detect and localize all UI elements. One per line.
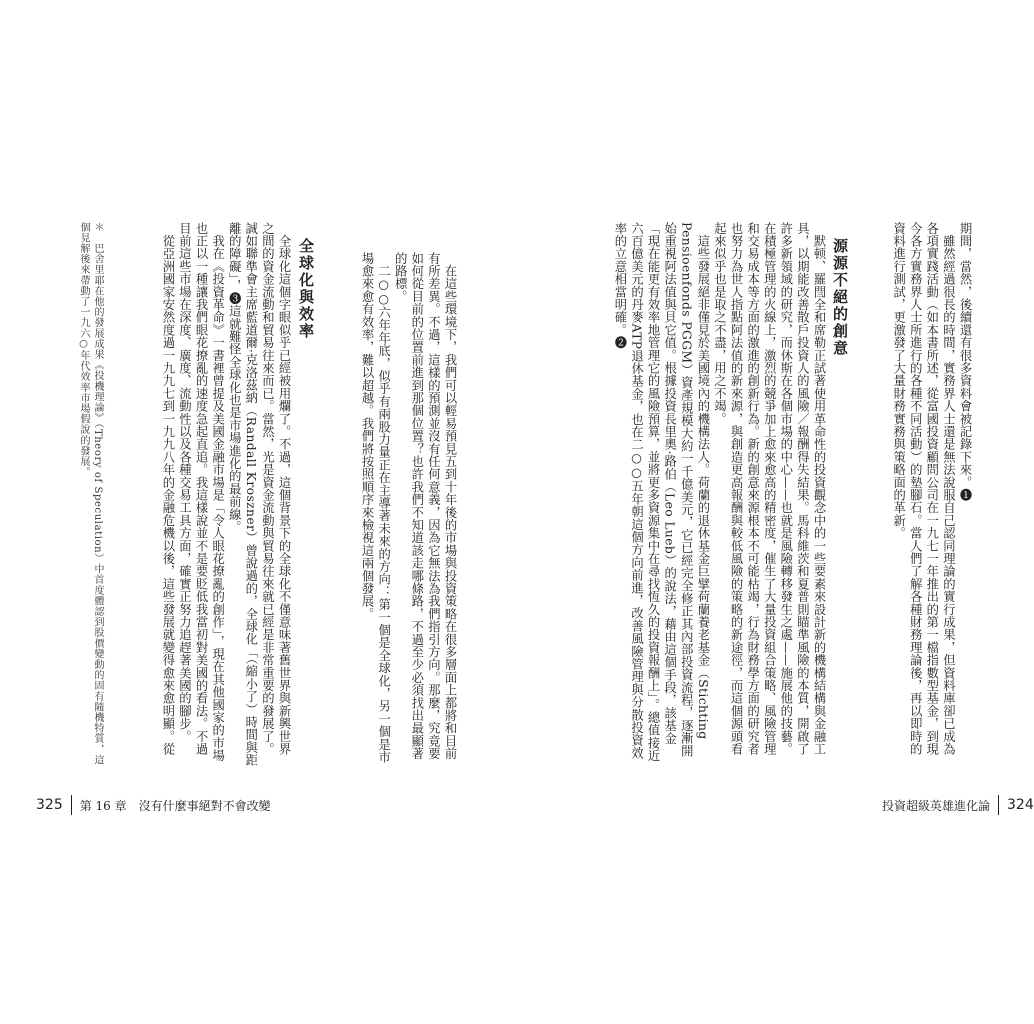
running-title-right: 投資超級英雄進化論 — [882, 798, 991, 813]
section-heading-globalization: 全球化與效率 — [297, 238, 315, 340]
left-page-footer — [36, 795, 271, 815]
left-page — [0, 0, 512, 1024]
right-page-intro-text: 期間，當然，後續還有很多資料會被記錄下來。❶ 雖然經過很長的時間，實務界人士還是無法說服自己認同理論的實行成果，但資料庫卻已成為各項實踐活動（如本書所述，從富國投資顧問公司在一九七一年推出的第一檔指數型基金，到現今各方實務界人士所進行的各種不同活動）的墊腳石。當人們了解各種財務理論後，再以即時的資料進行測試，更激發了大量財務實務與策略面的革新。 — [891, 222, 972, 756]
left-page-body-text-1: 在這些環境下，我們可以輕易預見五到十年後的市場與投資策略在很多層面上都將和目前有所差異。不過，這樣的預測並沒有任何意義，因為它無法為我們指引方向。那麼，究竟要如何從目前的位置前進到那個位置？也許我們不知道該走哪條路，不過至少必須找出最顯著的路標。 二○○六年年底，似乎有兩股力量正在主導著未來的方向：第一個是全球化，另一個是市場愈來愈有效率，難以超越。我們將按照順序來檢視這兩個發展。 — [360, 252, 457, 764]
right-page-footer — [882, 795, 1034, 815]
right-page — [512, 0, 1034, 1024]
footnote: ＊ 巴舍里耶在他的發展成果《投機理論》（Theory of Speculation）中首度體認到股價變動的固有隨機特質，這個見解後來帶動了一九六○年代效率市場假說的發展。 — [78, 222, 103, 766]
right-page-body-text: 默顿、羅閆全和席勒正試著使用革命性的投資觀念中的一些要素來設計新的機構結構與金融工具，以期能改善散戶投資人的風險／報酬得失結果。馬科維茨和夏普則瞄準風險的本質，開啟了許多新領域的研究，而休斯在各個市場的中心——也就是風險轉移發生之處——施展他的技藝。在積極管理的火線上，激烈的競爭加上愈來愈高的精密度，催生了大量投資組合策略、風險管理和交易成本等方面的激進的創新行為。新的創意來源根本不可能枯竭，行為財務學方面的研究者也努力為世人指點阿法值的新來源，與創造更高報酬與較低風險的策略的新途徑，而這個源頭看起來似乎也是取之不盡，用之不竭。 這些發展絕非僅見於美國境內的機構法人。荷蘭的退休基金巨擘荷蘭養老基金（Stichting Pensioenfonds PGGM）資產規模大約一千億美元，它已經完全修正其內部投資流程，逐漸開始重視阿法值與貝它值。根據投資長里奧·路伯（Leo Lueb）的說法，藉由這個手段，該基金「現在能更有效率地管理它的風險預算，並將更多資源集中在尋找恆久的投資報酬上」。總值接近六百億美元的丹麥ATP退休基金，也在二○○五年朝這個方向前進，改善風險管理與分散投資效率的立意相當明確。❷ — [612, 222, 826, 762]
footer-divider — [71, 795, 72, 815]
running-title-left: 第 16 章 沒有什麼事絕對不會改變 — [79, 798, 271, 813]
footer-divider — [998, 795, 999, 815]
page-number-right: 324 — [1007, 797, 1034, 813]
page-number-left: 325 — [36, 797, 63, 813]
section-heading-endless-ideas: 源源不絕的創意 — [831, 238, 849, 357]
left-page-body-text-2: 全球化這個字眼似乎已經被用爛了。不過，這個背景下的全球化不僅意味著舊世界與新興世界之間的資金流動和貿易往來而已。當然，光是資金流動與貿易往來就已經是非常重要的發展了。誠如聯準會主席藍道爾·克洛茲納（Randall Kroszner）曾說過的，全球化「（縮小了）時間與距離的障礙」，❸這就難怪全球化也是市場進化的最前線。 我在《投資革命》一書裡曾提及美國金融市場是「令人眼花撩亂的創作」，現在其他國家的市場也正以一種讓我們眼花撩亂的速度急起直追。我這樣說並不是要貶低我當初對美國的看法。不過目前這些市場在深度、廣度、流動性以及各種交易工具方面，確實正努力追趕著美國的腳步。 從亞洲國家安然度過一九九七到一九九八年的金融危機以後，這些發展就變得愈來愈明顯。從 — [160, 222, 291, 767]
